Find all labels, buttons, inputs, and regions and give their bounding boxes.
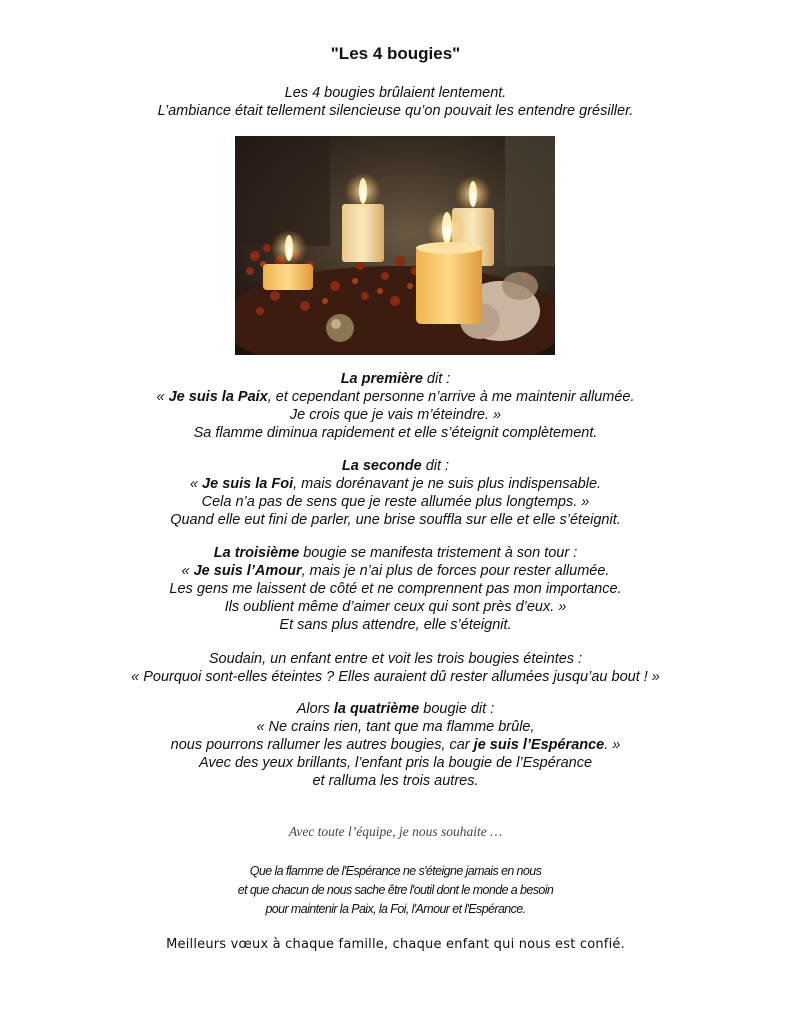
paragraph-fourth-candle	[0, 700, 791, 790]
bold-phrase: La troisième	[213, 545, 300, 561]
text-span: , et cependant personne n’arrive à me maintenir allumée.	[267, 389, 635, 405]
text-span: , mais je n’ai plus de forces pour rester allumée.	[301, 563, 610, 579]
text-span: dit :	[421, 458, 450, 474]
text-span: bougie dit :	[419, 701, 495, 717]
text-line: Ils oublient même d’aimer ceux qui sont près d’eux. »	[224, 599, 567, 615]
text-line	[0, 562, 791, 580]
text-span: . »	[604, 737, 621, 753]
paragraph-third-candle	[0, 544, 791, 634]
text-span: nous pourrons rallumer les autres bougies, car	[170, 737, 474, 753]
bold-phrase: Je suis l’Amour	[193, 563, 302, 579]
text-line: Et sans plus attendre, elle s’éteignit.	[279, 617, 512, 633]
bold-phrase: La seconde	[341, 458, 422, 474]
text-line: Je crois que je vais m’éteindre. »	[289, 407, 502, 423]
page-title: "Les 4 bougies"	[330, 44, 461, 63]
wish-line: pour maintenir la Paix, la Foi, l'Amour et l'Espérance.	[265, 902, 526, 916]
text-line: Quand elle eut fini de parler, une brise souffla sur elle et elle s’éteignit.	[170, 512, 621, 528]
text-line: Soudain, un enfant entre et voit les trois bougies éteintes :	[208, 651, 583, 667]
text-line: Cela n’a pas de sens que je reste allumée plus longtemps. »	[201, 494, 590, 510]
text-line	[0, 457, 791, 475]
text-line	[0, 700, 791, 718]
text-span: Alors	[296, 701, 334, 717]
closing-wishes: Meilleurs vœux à chaque famille, chaque enfant qui nous est confié.	[166, 937, 625, 952]
intro-line: L’ambiance était tellement silencieuse qu’on pouvait les entendre grésiller.	[157, 103, 634, 119]
text-span: , mais dorénavant je ne suis plus indispensable.	[293, 476, 602, 492]
team-signature-line: Avec toute l’équipe, je nous souhaite …	[288, 824, 503, 839]
bold-phrase: Je suis la Paix	[168, 389, 268, 405]
wish-line: Que la flamme de l'Espérance ne s'éteigne jamais en nous	[249, 864, 542, 878]
bold-phrase: je suis l’Espérance	[473, 737, 605, 753]
text-line: et ralluma les trois autres.	[312, 773, 479, 789]
text-line: « Ne crains rien, tant que ma flamme brûle,	[256, 719, 535, 735]
text-line: Avec des yeux brillants, l’enfant pris la bougie de l’Espérance	[198, 755, 593, 771]
text-line	[0, 475, 791, 493]
text-line: Les gens me laissent de côté et ne comprennent pas mon importance.	[169, 581, 622, 597]
text-span: «	[181, 563, 194, 579]
text-line: Sa flamme diminua rapidement et elle s’éteignit complètement.	[193, 425, 598, 441]
bold-phrase: la quatrième	[333, 701, 420, 717]
bold-phrase: Je suis la Foi	[202, 476, 294, 492]
text-span: bougie se manifesta tristement à son tour :	[299, 545, 578, 561]
paragraph-first-candle	[0, 370, 791, 442]
bold-phrase: La première	[340, 371, 423, 387]
text-line	[0, 370, 791, 388]
paragraph-second-candle	[0, 457, 791, 529]
text-line	[0, 388, 791, 406]
wish-paragraph	[0, 862, 791, 919]
intro-paragraph	[0, 84, 791, 120]
text-span: dit :	[422, 371, 451, 387]
text-span: «	[156, 389, 169, 405]
four-candles-photo	[235, 136, 555, 355]
text-line: « Pourquoi sont-elles éteintes ? Elles auraient dû rester allumées jusqu’au bout ! »	[131, 669, 660, 685]
text-line	[0, 736, 791, 754]
paragraph-child	[0, 650, 791, 686]
intro-line: Les 4 bougies brûlaient lentement.	[284, 85, 507, 101]
text-line	[0, 544, 791, 562]
wish-line: et que chacun de nous sache être l'outil dont le monde a besoin	[237, 883, 554, 897]
text-span: «	[189, 476, 203, 492]
